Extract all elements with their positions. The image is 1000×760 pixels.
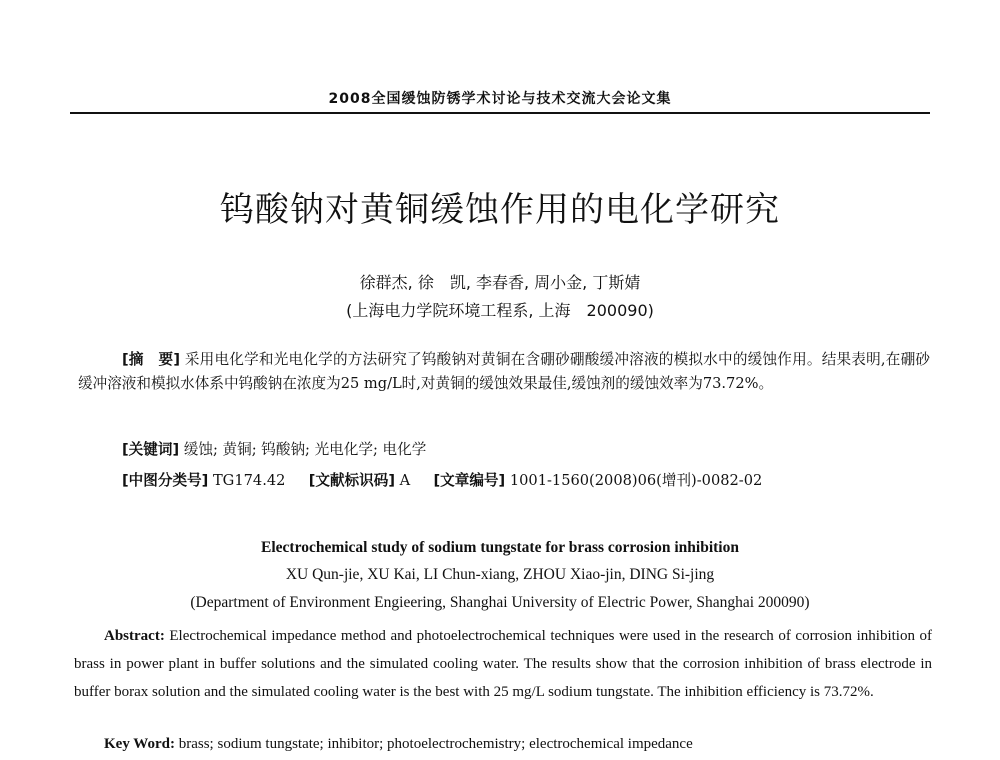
authors-en: XU Qun-jie, XU Kai, LI Chun-xiang, ZHOU Xiao-jin, DING Si-jing <box>285 566 715 583</box>
affiliation-en: (Department of Environment Engieering, Shanghai University of Electric Power, Shanghai 200090) <box>190 594 810 611</box>
abstract-en-label: Abstract: <box>104 628 165 644</box>
doc-code-value: A <box>399 472 411 489</box>
running-head: 2008全国缓蚀防锈学术讨论与技术交流大会论文集 <box>328 91 672 107</box>
article-no-value: 1001-1560(2008)06(增刊)-0082-02 <box>509 472 763 489</box>
abstract-cn-label: [摘 要] <box>122 351 180 368</box>
keywords-en-label: Key Word: <box>104 736 175 752</box>
affiliation-cn: (上海电力学院环境工程系, 上海 200090) <box>346 301 654 320</box>
authors-cn: 徐群杰, 徐 凯, 李春香, 周小金, 丁斯婧 <box>359 273 641 292</box>
keywords-en-text: brass; sodium tungstate; inhibitor; photoelectrochemistry; electrochemical impedance <box>178 736 693 752</box>
article-no-label: [文章编号] <box>433 472 506 489</box>
doc-code-label: [文献标识码] <box>308 472 396 489</box>
clc-label: [中图分类号] <box>122 472 209 489</box>
keywords-cn <box>122 438 426 459</box>
abstract-cn-text: 采用电化学和光电化学的方法研究了钨酸钠对黄铜在含硼砂硼酸缓冲溶液的模拟水中的缓蚀作用。结果表明,在硼砂缓冲溶液和模拟水体系中钨酸钠在浓度为25 mg/L时,对黄铜的缓蚀效果最佳,缓蚀剂的缓蚀效率为73.72%。 <box>78 351 930 392</box>
classification-row <box>122 469 762 490</box>
abstract-cn <box>78 348 930 396</box>
keywords-cn-label: [关键词] <box>122 441 180 458</box>
header-rule <box>70 112 930 114</box>
abstract-en-text: Electrochemical impedance method and photoelectrochemical techniques were used in the research of corrosion inhibition of brass in power plant in buffer solutions and the simulated cooling water. The results show that the corrosion inhibition of brass electrode in buffer borax solution and the simulated cooling water is the best with 25 mg/L sodium tungstate. The inhibition efficiency is 73.72%. <box>74 628 932 700</box>
clc-value: TG174.42 <box>212 472 286 489</box>
paper-title-en: Electrochemical study of sodium tungstate for brass corrosion inhibition <box>261 539 739 556</box>
keywords-cn-text: 缓蚀; 黄铜; 钨酸钠; 光电化学; 电化学 <box>183 441 427 458</box>
paper-title-cn: 钨酸钠对黄铜缓蚀作用的电化学研究 <box>220 190 780 230</box>
keywords-en <box>104 736 693 753</box>
abstract-en <box>74 622 932 706</box>
